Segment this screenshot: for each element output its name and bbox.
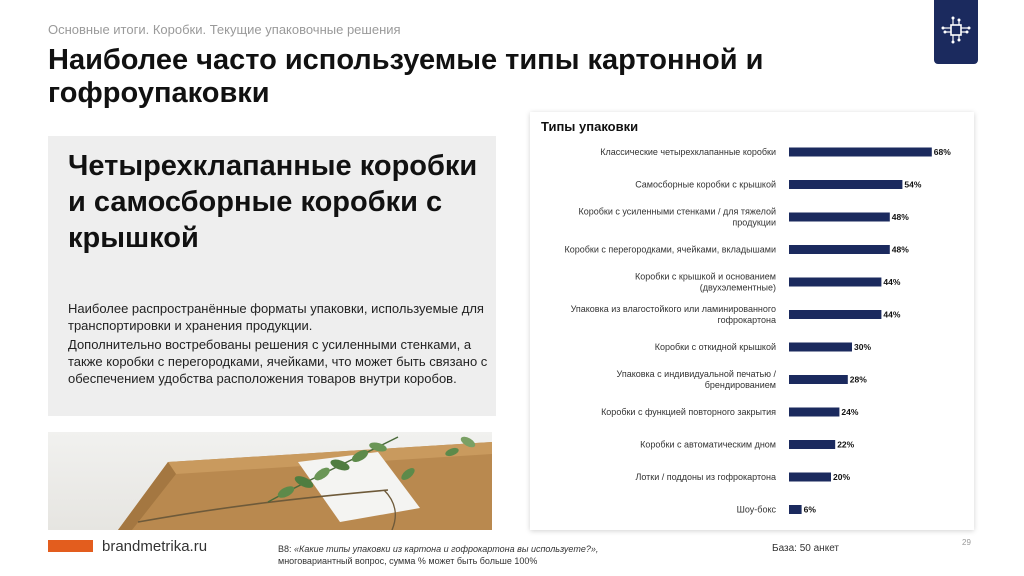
category-label: Коробки с откидной крышкой — [654, 342, 776, 352]
highlight-panel — [48, 136, 496, 416]
bar — [789, 505, 802, 514]
value-label: 22% — [837, 439, 855, 450]
value-label: 20% — [833, 472, 851, 482]
category-label: Лотки / поддоны из гофрокартона — [635, 472, 776, 482]
question-note: многовариантный вопрос, сумма % может быть больше 100% — [278, 556, 538, 566]
category-label: Коробки с функцией повторного закрытия — [601, 407, 776, 417]
chart-title: Типы упаковки — [541, 119, 639, 134]
footer-base: База: 50 анкет — [772, 543, 839, 554]
category-label: Классические четырехклапанные коробки — [600, 147, 776, 157]
highlight-title: Четырехклапанные коробки и самосборные коробки с крышкой — [68, 150, 478, 254]
value-label: 68% — [933, 147, 951, 157]
bar — [789, 375, 848, 384]
highlight-paragraph-2: Дополнительно востребованы решения с усиленными стенками, а также коробки с перегородками, ячейками, что может быть связано с обеспечением удобства расположения товаров внутри коробов. — [68, 337, 488, 386]
highlight-paragraph-1: Наиболее распространённые форматы упаковки, используемые для транспортировки и хранения продукции. — [68, 301, 484, 333]
category-label: Самосборные коробки с крышкой — [635, 179, 776, 190]
bar — [789, 180, 902, 189]
value-label: 48% — [891, 212, 909, 222]
value-label: 54% — [904, 179, 922, 190]
breadcrumb: Основные итоги. Коробки. Текущие упаковочные решения — [48, 22, 401, 37]
category-label: Упаковка с индивидуальной печатью / брендированием — [616, 369, 776, 390]
bar — [789, 278, 881, 287]
circuit-chip-icon — [940, 14, 972, 46]
value-label: 28% — [849, 374, 867, 385]
bar — [789, 440, 835, 449]
chart-card — [530, 112, 974, 530]
footer-question — [278, 543, 698, 567]
bar — [789, 148, 932, 157]
bar — [789, 408, 839, 417]
question-prefix: B8: — [278, 544, 295, 554]
category-label: Шоу-бокс — [736, 504, 776, 515]
value-label: 24% — [841, 407, 859, 417]
category-label: Коробки с крышкой и основанием (двухэлементные) — [635, 271, 776, 293]
footer-accent-bar — [48, 540, 93, 552]
page-title: Наиболее часто используемые типы картонной и гофроупаковки — [48, 44, 764, 109]
category-label: Коробки с перегородками, ячейками, вкладышами — [564, 244, 776, 255]
bar — [789, 213, 890, 222]
question-text: «Какие типы упаковки из картона и гофрокартона вы используете?», — [294, 544, 599, 554]
page-number: 29 — [962, 538, 971, 547]
value-label: 44% — [883, 277, 901, 287]
category-label: Упаковка из влагостойкого или ламинированного гофрокартона — [570, 304, 776, 325]
logo-badge — [934, 0, 978, 64]
bar-chart — [530, 112, 974, 530]
value-label: 30% — [854, 342, 872, 352]
footer-site-link[interactable]: brandmetrika.ru — [102, 538, 208, 555]
bar — [789, 343, 852, 352]
bar — [789, 245, 890, 254]
value-label: 48% — [891, 244, 909, 255]
value-label: 6% — [803, 504, 816, 515]
bar — [789, 473, 831, 482]
category-label: Коробки с усиленными стенками / для тяжелой продукции — [578, 206, 776, 228]
category-label: Коробки с автоматическим дном — [640, 439, 776, 450]
value-label: 44% — [883, 309, 901, 320]
bar — [789, 310, 881, 319]
packaging-photo — [48, 432, 492, 530]
